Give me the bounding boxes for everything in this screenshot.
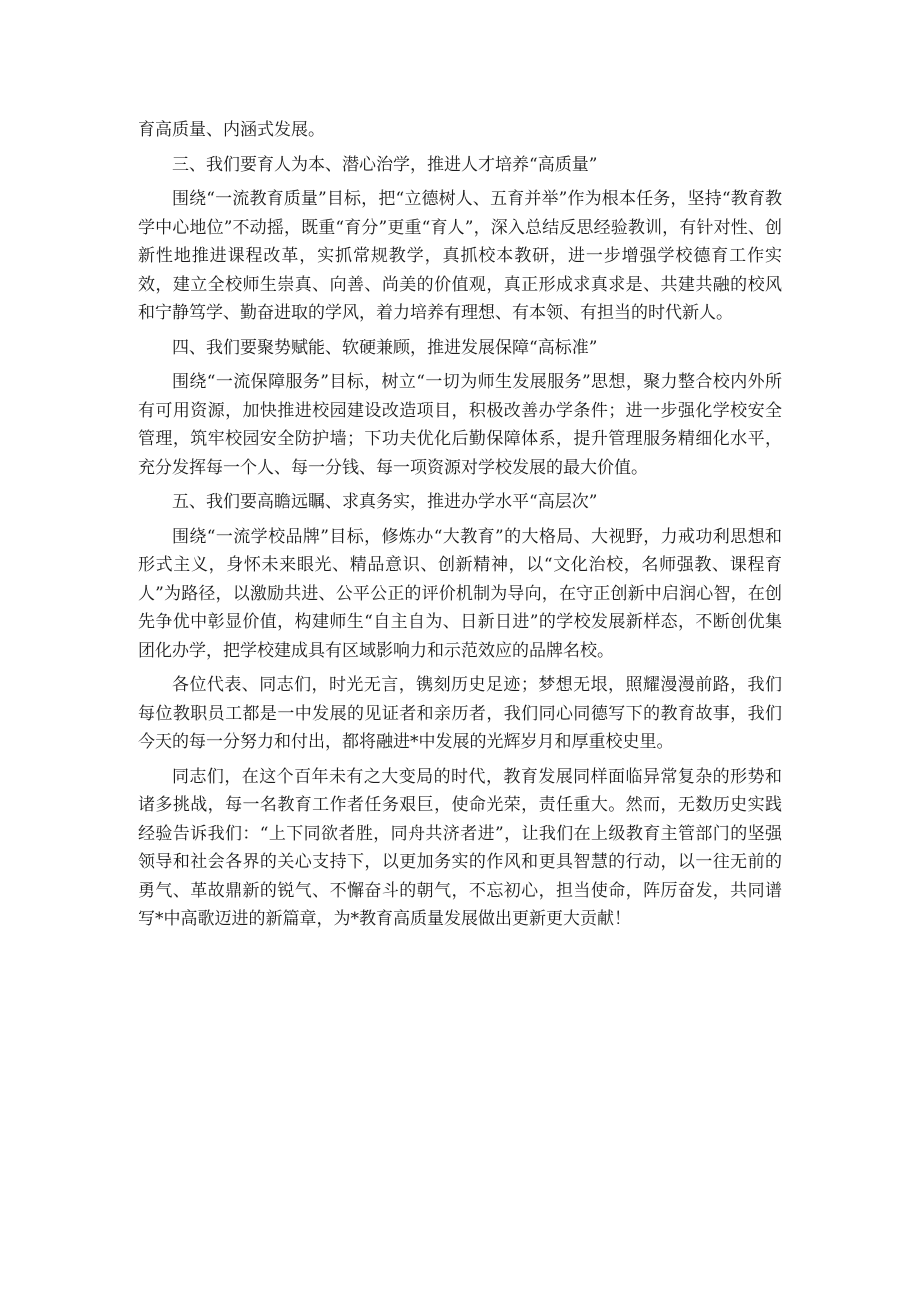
paragraph-support-services: 围绕“一流保障服务”目标，树立“一切为师生发展服务”思想，聚力整合校内外所有可用资源，加快推进校园建设改造项目，积极改善办学条件；进一步强化学校安全管理，筑牢校园安全防护墙；下功夫优化后勤保障体系，提升管理服务精细化水平，充分发挥每一个人、每一分钱、每一项资源对学校发展的最大价值。 [138, 372, 782, 478]
section-heading-three: 三、我们要育人为本、潜心治学，推进人才培养“高质量” [172, 154, 598, 175]
paragraph-address-delegates: 各位代表、同志们，时光无言，镌刻历史足迹；梦想无垠，照耀漫漫前路，我们每位教职员工都是一中发展的见证者和亲历者，我们同心同德写下的教育故事，我们今天的每一分努力和付出，都将融进*中发展的光辉岁月和厚重校史里。 [138, 675, 782, 752]
section-heading-five: 五、我们要高瞻远瞩、求真务实，推进办学水平“高层次” [172, 492, 598, 512]
section-heading-four: 四、我们要聚势赋能、软硬兼顾，推进发展保障“高标准” [172, 337, 598, 358]
paragraph-closing: 同志们，在这个百年未有之大变局的时代，教育发展同样面临异常复杂的形势和诸多挑战，每一名教育工作者任务艰巨，使命光荣，责任重大。然而，无数历史实践经验告诉我们：“上下同欲者胜，同舟共济者进”，让我们在上级教育主管部门的坚强领导和社会各界的关心支持下，以更加务实的作风和更具智慧的行动，以一往无前的勇气、革故鼎新的锐气、不懈奋斗的朝气，不忘初心，担当使命，阵厉奋发，共同谱写*中高歌迈进的新篇章，为*教育高质量发展做出更新更大贡献！ [138, 766, 782, 929]
paragraph-school-brand: 围绕“一流学校品牌”目标，修炼办“大教育”的大格局、大视野，力戒功利思想和形式主义，身怀未来眼光、精品意识、创新精神，以“文化治校，名师强教、课程育人”为路径，以激励共进、公平公正的评价机制为导向，在守正创新中启润心智，在创先争优中彰显价值，构建师生“自主自为、日新日进”的学校发展新样态，不断创优集团化办学，把学校建成具有区域影响力和示范效应的品牌名校。 [138, 526, 782, 661]
document-body [138, 116, 782, 940]
paragraph-education-quality: 围绕“一流教育质量”目标，把“立德树人、五育并举”作为根本任务，坚持“教育教学中心地位”不动摇，既重“育分”更重“育人”，深入总结反思经验教训，有针对性、创新性地推进课程改革，实抓常规教学，真抓校本教研，进一步增强学校德育工作实效，建立全校师生崇真、向善、尚美的价值观，真正形成求真求是、共建共融的校风和宁静笃学、勤奋进取的学风，着力培养有理想、有本领、有担当的时代新人。 [138, 189, 782, 323]
paragraph-continuation: 育高质量、内涵式发展。 [138, 120, 325, 140]
